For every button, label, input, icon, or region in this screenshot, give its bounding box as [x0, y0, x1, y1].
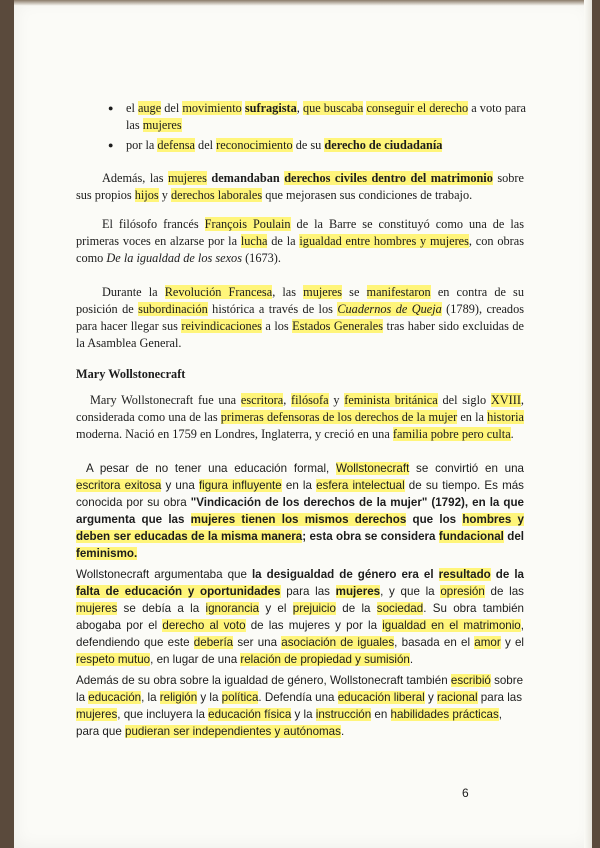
highlighted-text: pudieran ser independientes y autónomas: [125, 725, 341, 738]
text-segment: de su: [292, 138, 325, 152]
highlighted-text: François Poulain: [204, 217, 291, 231]
text-segment: del: [161, 101, 183, 115]
text-segment: y una: [161, 479, 199, 492]
text-segment: tras haber sido excluidas de la Asamblea General.: [76, 319, 524, 350]
text-segment: del: [503, 530, 524, 543]
text-segment: , basada en el: [394, 636, 475, 649]
highlighted-text: derechos civiles dentro del matrimonio: [284, 171, 493, 185]
text-segment: . Su obra también abogaba por el: [76, 602, 524, 632]
text-segment: en contra de su posición de: [76, 285, 524, 316]
text-segment: , considerada como una de las: [76, 393, 524, 424]
document-page: [14, 0, 592, 848]
text-segment: del: [194, 138, 217, 152]
highlighted-text: educación liberal: [337, 691, 425, 704]
text-segment: . Defendía una: [258, 691, 338, 704]
text-segment: que los: [406, 513, 463, 526]
text-segment: De la igualdad de los sexos: [106, 251, 242, 265]
highlighted-text: reconocimiento: [216, 138, 293, 152]
highlighted-text: relación de propiedad y sumisión: [240, 653, 410, 666]
text-segment: y: [158, 188, 171, 202]
highlighted-text: racional: [436, 691, 478, 704]
highlighted-text: política: [221, 691, 259, 704]
highlighted-text: lucha: [240, 234, 268, 248]
highlighted-text: feminista británica: [344, 393, 438, 407]
text-segment: de la: [490, 568, 524, 581]
highlighted-text: educación física: [208, 708, 292, 721]
text-segment: y: [424, 691, 437, 704]
text-segment: ; esta obra se considera: [302, 530, 439, 543]
text-segment: por la: [126, 138, 158, 152]
paragraph: [76, 460, 524, 562]
highlighted-text: subordinación: [138, 302, 208, 316]
text-segment: "Vindicación de los derechos de la mujer" (1792), en la que argumenta que las: [76, 496, 525, 526]
highlighted-text: que buscaba: [302, 101, 364, 115]
text-segment: a los: [261, 319, 293, 333]
text-segment: y la: [291, 708, 316, 721]
text-segment: para las: [477, 691, 523, 704]
text-segment: Mary Wollstonecraft fue una: [90, 393, 241, 407]
text-segment: .: [510, 427, 514, 441]
highlighted-text: escritora exitosa: [76, 479, 162, 492]
text-segment: y: [328, 393, 345, 407]
text-segment: .: [409, 653, 414, 666]
highlighted-text: opresión: [440, 585, 485, 598]
highlighted-text: defensa: [157, 138, 195, 152]
highlighted-text: hombres y deben ser educadas de la misma manera: [76, 513, 524, 543]
highlighted-text: sociedad: [376, 602, 424, 615]
highlighted-text: sufragista: [244, 101, 297, 115]
text-segment: de la: [335, 602, 377, 615]
text-segment: El filósofo francés: [102, 217, 205, 231]
paragraph: [76, 672, 524, 740]
highlighted-text: habilidades prácticas: [390, 708, 499, 721]
text-segment: ser una: [233, 636, 282, 649]
text-segment: y el: [259, 602, 293, 615]
bullet-item: [106, 137, 526, 154]
text-segment: Durante la: [102, 285, 165, 299]
text-segment: se: [342, 285, 367, 299]
text-segment: y el: [500, 636, 525, 649]
text-segment: para las: [280, 585, 336, 598]
highlighted-text: asociación de iguales: [281, 636, 395, 649]
text-segment: ,: [283, 393, 292, 407]
highlighted-text: igualdad entre hombres y mujeres: [299, 234, 469, 248]
bullet-list: [106, 100, 526, 154]
text-segment: .: [340, 725, 345, 738]
highlighted-text: conseguir el derecho: [366, 101, 469, 115]
highlighted-text: igualdad en el matrimonio: [382, 619, 521, 632]
section-heading: Mary Wollstonecraft: [76, 367, 186, 381]
highlighted-text: escribió: [450, 674, 491, 687]
page-number: 6: [462, 786, 469, 800]
text-segment: del siglo: [437, 393, 491, 407]
text-segment: moderna. Nació en 1759 en Londres, Inglaterra, y creció en una: [76, 427, 393, 441]
page-shadow: [584, 0, 592, 848]
highlighted-text: Cuadernos de Queja: [337, 302, 442, 316]
text-segment: Wollstonecraft argumentaba que: [76, 568, 252, 581]
text-segment: ,: [296, 101, 303, 115]
highlighted-text: auge: [137, 101, 162, 115]
paragraph: [76, 170, 524, 204]
highlighted-text: resultado: [438, 568, 491, 581]
text-segment: , para que: [76, 708, 503, 738]
paragraph: [76, 284, 524, 352]
highlighted-text: derecho de ciudadanía: [324, 138, 443, 152]
highlighted-text: derecho al voto: [162, 619, 246, 632]
bullet-list-block: [106, 100, 526, 154]
highlighted-text: religión: [159, 691, 198, 704]
text-segment: , defendiendo que este: [76, 619, 524, 649]
highlighted-text: mujeres: [167, 171, 207, 185]
highlighted-text: mujeres: [335, 585, 381, 598]
highlighted-text: figura influyente: [198, 479, 282, 492]
text-segment: demandaban: [211, 171, 280, 185]
highlighted-text: ignorancia: [205, 602, 260, 615]
page-top-edge: [14, 0, 592, 6]
highlighted-text: derechos laborales: [170, 188, 263, 202]
text-segment: (1789), creados para hacer llegar sus: [76, 302, 525, 333]
text-segment: se convirtió en una: [409, 462, 524, 475]
highlighted-text: primeras defensoras de los derechos de la mujer: [220, 410, 458, 424]
text-segment: , con obras como: [76, 234, 524, 265]
highlighted-text: educación: [88, 691, 142, 704]
highlighted-text: falta de educación y oportunidades: [76, 585, 281, 598]
highlighted-text: mujeres: [76, 708, 118, 721]
highlighted-text: mujeres: [303, 285, 343, 299]
highlighted-text: feminismo.: [76, 547, 138, 560]
highlighted-text: filósofa: [291, 393, 329, 407]
text-segment: de su tiempo. Es más conocida por su obra: [76, 479, 524, 509]
highlighted-text: movimiento: [182, 101, 242, 115]
highlighted-text: hijos: [134, 188, 159, 202]
text-segment: A pesar de no tener una educación formal,: [86, 462, 337, 475]
text-segment: en: [371, 708, 391, 721]
text-segment: , en lugar de una: [150, 653, 241, 666]
paragraph: [76, 566, 524, 668]
highlighted-text: Estados Generales: [292, 319, 384, 333]
text-segment: que mejorasen sus condiciones de trabajo.: [262, 188, 473, 202]
text-segment: de las mujeres y por la: [245, 619, 383, 632]
text-segment: la desigualdad de género era el: [251, 568, 439, 581]
text-segment: se debía a la: [117, 602, 206, 615]
text-segment: , y que la: [380, 585, 441, 598]
highlighted-text: esfera intelectual: [316, 479, 405, 492]
text-segment: sobre sus propios: [76, 171, 524, 202]
highlighted-text: Revolución Francesa: [164, 285, 273, 299]
highlighted-text: escritora: [240, 393, 284, 407]
text-segment: sobre la: [76, 674, 524, 704]
text-segment: a voto para las: [126, 101, 526, 132]
text-segment: , la: [141, 691, 160, 704]
highlighted-text: historia: [487, 410, 524, 424]
highlighted-text: amor: [474, 636, 501, 649]
highlighted-text: familia pobre pero culta: [392, 427, 511, 441]
text-segment: en la: [457, 410, 488, 424]
text-segment: de la: [267, 234, 300, 248]
text-segment: en la: [281, 479, 317, 492]
highlighted-text: mujeres tienen los mismos derechos: [190, 513, 407, 526]
highlighted-text: XVIII: [490, 393, 521, 407]
paragraph: [76, 216, 524, 267]
paragraph: [76, 392, 524, 443]
text-segment: de las: [484, 585, 524, 598]
highlighted-text: mujeres: [76, 602, 118, 615]
text-segment: el: [126, 101, 138, 115]
highlighted-text: manifestaron: [366, 285, 431, 299]
highlighted-text: respeto mutuo: [76, 653, 151, 666]
text-segment: (1673).: [242, 251, 281, 265]
highlighted-text: reivindicaciones: [181, 319, 262, 333]
highlighted-text: instrucción: [315, 708, 372, 721]
bullet-item: [106, 100, 526, 134]
text-segment: , que incluyera la: [117, 708, 209, 721]
text-segment: Además de su obra sobre la igualdad de género, Wollstonecraft también: [76, 674, 451, 687]
highlighted-text: mujeres: [142, 118, 182, 132]
highlighted-text: fundacional: [438, 530, 504, 543]
highlighted-text: prejuicio: [292, 602, 336, 615]
highlighted-text: debería: [193, 636, 234, 649]
text-segment: , las: [272, 285, 304, 299]
text-segment: Además, las: [102, 171, 168, 185]
text-segment: y la: [197, 691, 222, 704]
text-segment: de la Barre se constituyó como una de las primeras voces en alzarse por la: [76, 217, 525, 248]
text-segment: histórica a través de los: [207, 302, 338, 316]
highlighted-text: Wollstonecraft: [336, 462, 410, 475]
